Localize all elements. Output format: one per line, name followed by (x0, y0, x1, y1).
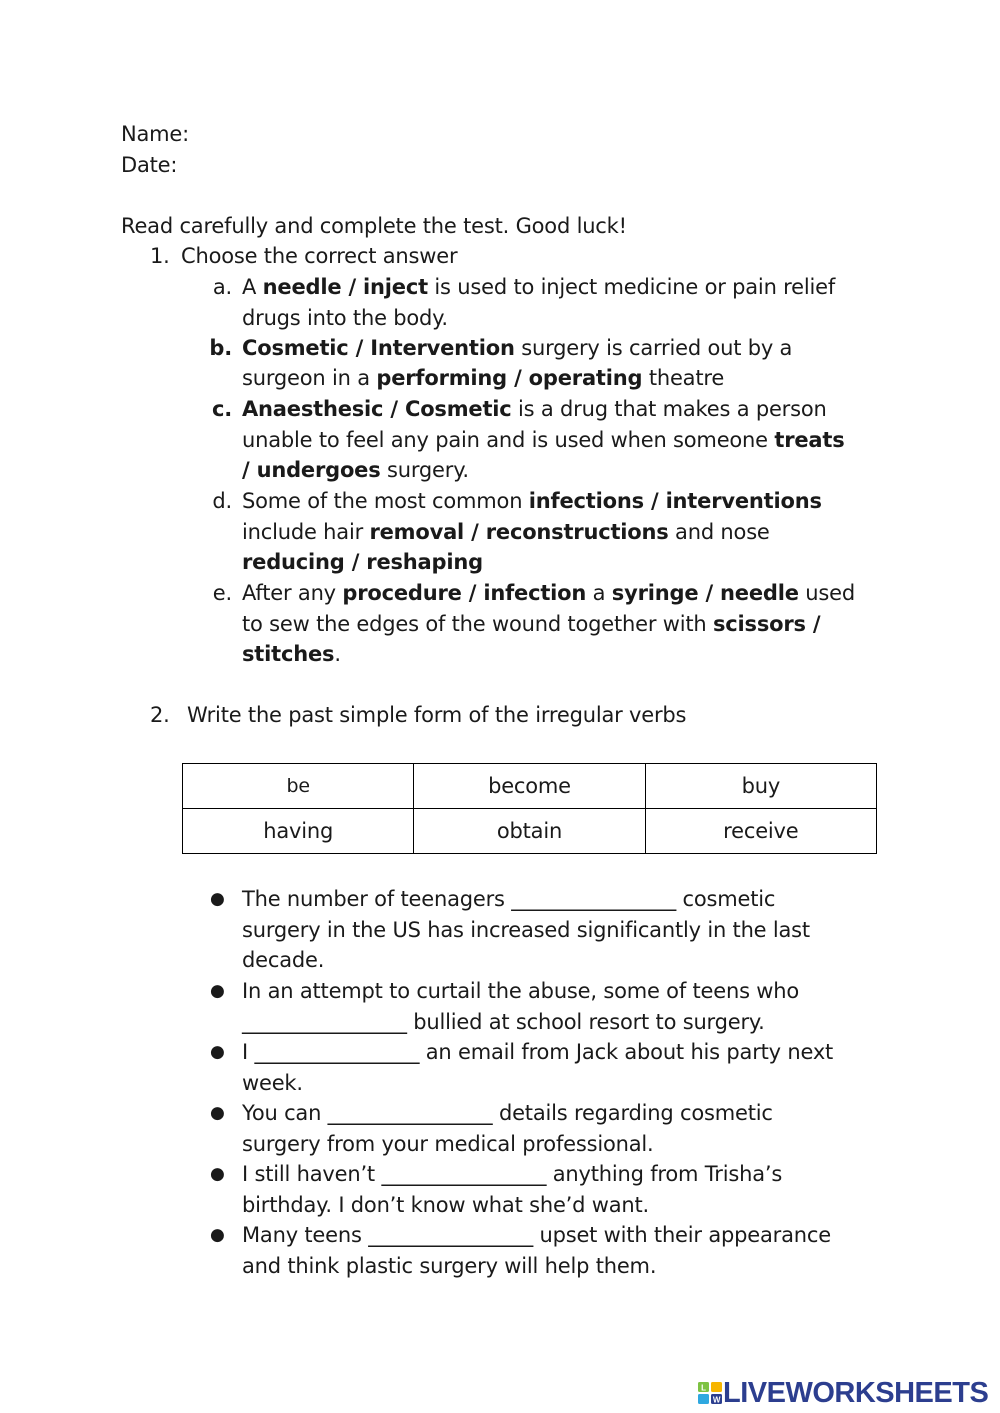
date-label: Date: (121, 153, 178, 177)
choice-reducing-reshaping[interactable]: reducing / reshaping (242, 550, 483, 574)
q2-number: 2. (150, 703, 170, 727)
sentence-6-line2: and think plastic surgery will help them. (242, 1254, 657, 1278)
choice-procedure-infection[interactable]: procedure / infection (342, 581, 587, 605)
q1-title: Choose the correct answer (181, 244, 458, 268)
table-row (183, 764, 877, 809)
bullet-icon: ● (210, 1042, 225, 1062)
name-label: Name: (121, 122, 190, 146)
table-row (183, 809, 877, 854)
sentence-6-line1[interactable]: Many teens ________________ upset with their appearance (242, 1223, 831, 1247)
item-d-line1: Some of the most common infections / interventions (242, 489, 822, 513)
sentence-2-line2[interactable]: ________________ bullied at school resort to surgery. (242, 1010, 765, 1034)
sentence-5-line1[interactable]: I still haven’t ________________ anything from Trisha’s (242, 1162, 783, 1186)
logo-cell-letter: W (712, 1395, 721, 1405)
bullet-icon: ● (210, 1103, 225, 1123)
choice-undergoes[interactable]: / undergoes (242, 458, 381, 482)
verb-table (182, 763, 877, 854)
logo-cell-cyan (698, 1394, 709, 1404)
sentence-4-line1[interactable]: You can ________________ details regarding cosmetic (242, 1101, 773, 1125)
verb-cell: buy (645, 764, 876, 809)
logo-text: LIVEWORKSHEETS (723, 1377, 989, 1409)
bullet-icon: ● (210, 889, 225, 909)
item-c-line1: Anaesthesic / Cosmetic is a drug that makes a person (242, 397, 827, 421)
item-e-line3: stitches. (242, 642, 341, 666)
sentence-4-line2: surgery from your medical professional. (242, 1132, 654, 1156)
verb-cell: be (183, 764, 414, 809)
item-a-marker: a. (212, 275, 232, 299)
item-b-line2: surgeon in a performing / operating theatre (242, 366, 725, 390)
choice-infections-interventions[interactable]: infections / interventions (528, 489, 822, 513)
logo-cell-letter: L (701, 1383, 706, 1393)
item-c-line3: / undergoes surgery. (242, 458, 469, 482)
liveworksheets-logo (697, 1378, 988, 1408)
verb-cell: receive (645, 809, 876, 854)
sentence-1-line2: surgery in the US has increased significantly in the last (242, 918, 810, 942)
item-a-line1: A needle / inject is used to inject medicine or pain relief (242, 275, 836, 299)
sentence-1-line1[interactable]: The number of teenagers ________________ cosmetic (242, 887, 776, 911)
choice-scissors[interactable]: scissors / (712, 612, 821, 636)
sentence-2-line1: In an attempt to curtail the abuse, some of teens who (242, 979, 800, 1003)
item-c-marker: c. (211, 397, 232, 421)
item-d-line2: include hair removal / reconstructions and nose (242, 520, 770, 544)
item-c-line2: unable to feel any pain and is used when someone treats (242, 428, 845, 452)
bullet-icon: ● (210, 981, 225, 1001)
item-e-line1: After any procedure / infection a syringe / needle used (242, 581, 855, 605)
sentence-3-line1[interactable]: I ________________ an email from Jack about his party next (242, 1040, 834, 1064)
item-d-line3 (242, 547, 483, 577)
bullet-icon: ● (210, 1164, 225, 1184)
verb-cell: become (414, 764, 645, 809)
verb-cell: having (183, 809, 414, 854)
verb-cell: obtain (414, 809, 645, 854)
choice-needle-inject[interactable]: needle / inject (262, 275, 428, 299)
item-a-line2: drugs into the body. (242, 306, 448, 330)
choice-treats[interactable]: treats (774, 428, 845, 452)
instructions: Read carefully and complete the test. Good luck! (121, 214, 627, 238)
item-b-line1: Cosmetic / Intervention surgery is carried out by a (242, 336, 793, 360)
item-e-line2: to sew the edges of the wound together with scissors / (242, 612, 821, 636)
sentence-1-line3: decade. (242, 948, 325, 972)
item-e-marker: e. (212, 581, 232, 605)
choice-performing-operating[interactable]: performing / operating (376, 366, 643, 390)
choice-stitches[interactable]: stitches (242, 642, 335, 666)
sentence-5-line2: birthday. I don’t know what she’d want. (242, 1193, 650, 1217)
choice-removal-reconstructions[interactable]: removal / reconstructions (369, 520, 669, 544)
q1-number: 1. (150, 244, 170, 268)
q2-title: Write the past simple form of the irregular verbs (187, 703, 687, 727)
logo-cell-yellow (711, 1382, 722, 1392)
sentence-3-line2: week. (242, 1071, 303, 1095)
choice-syringe-needle[interactable]: syringe / needle (611, 581, 799, 605)
item-b-marker: b. (209, 336, 232, 360)
choice-anaesthesic-cosmetic[interactable]: Anaesthesic / Cosmetic (242, 397, 512, 421)
choice-cosmetic-intervention[interactable]: Cosmetic / Intervention (242, 336, 515, 360)
bullet-icon: ● (210, 1225, 225, 1245)
logo-grid-icon (697, 1381, 723, 1405)
item-d-marker: d. (212, 489, 232, 513)
